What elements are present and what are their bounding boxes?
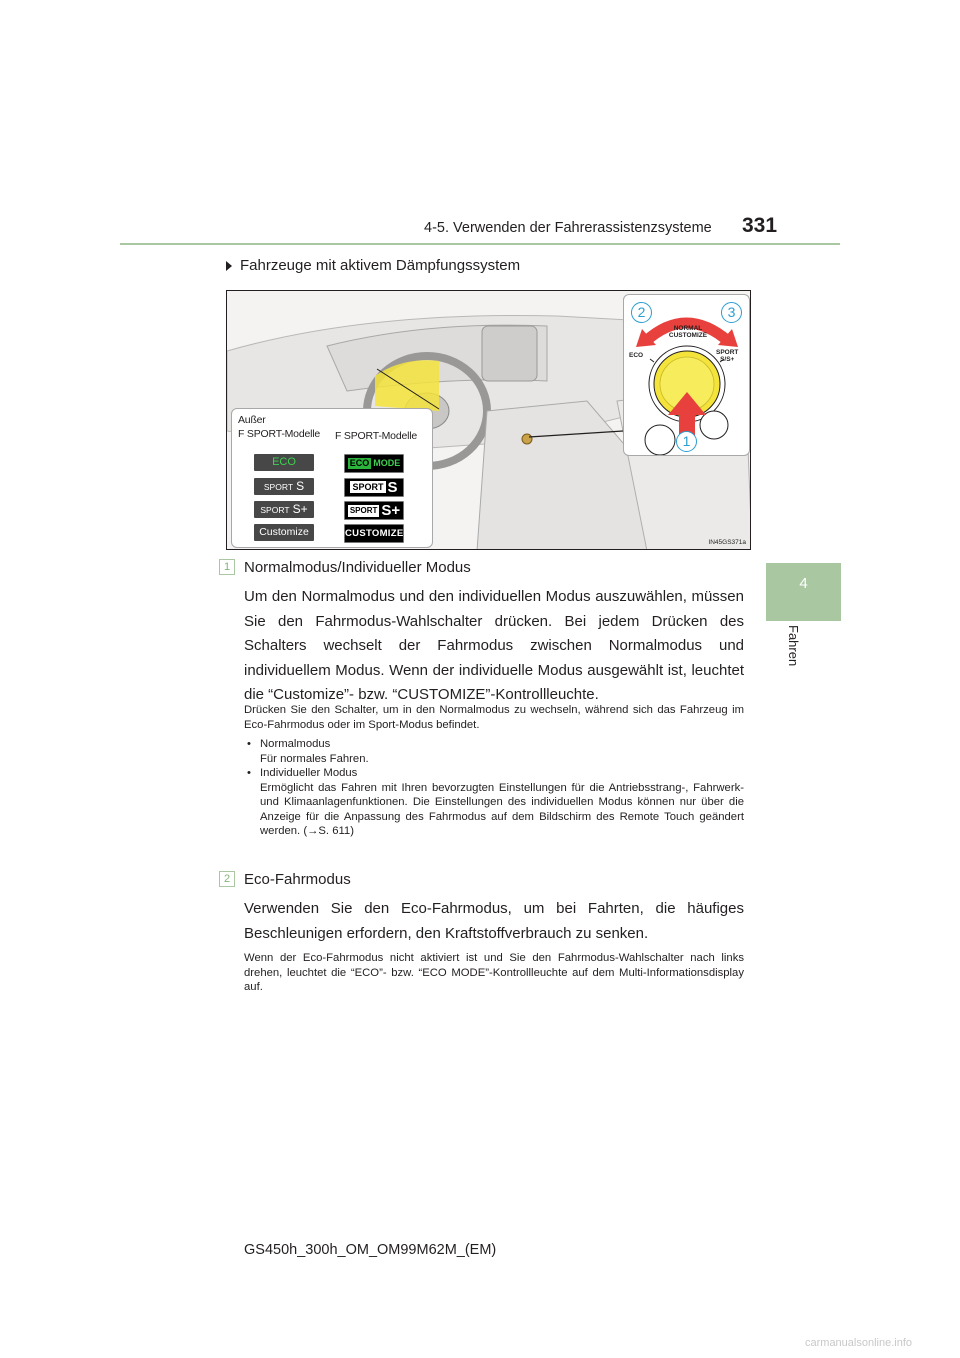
- indicator-fsport-sport-chip: SPORT: [352, 482, 384, 493]
- vehicle-variant-line: [226, 257, 520, 274]
- list-term: Normalmodus: [260, 738, 331, 750]
- indicator-fsport-sport-splus: [344, 501, 404, 520]
- dashboard-illustration: [226, 290, 751, 550]
- knob-label-eco: ECO: [629, 352, 644, 359]
- item-body-normal-mode: Um den Normalmodus und den individuellen Modus auszuwählen, müssen Sie den Fahrmodus-Wahlschalter drücken. Bei jedem Drücken des Schalters wechselt der Fahrmodus zwischen Normalmodus und individuellem Modus. Wenn der individuelle Modus ausgewählt ist, leuchtet die “Customize”- bzw. “CUSTOMIZE”-Kontrollleuchte.: [244, 588, 744, 703]
- indicator-fsport-eco-chip: ECO: [349, 458, 370, 468]
- non-fsport-heading-line2: F SPORT-Modelle: [238, 428, 320, 440]
- indicator-customize: Customize: [254, 524, 314, 541]
- non-fsport-heading-line1: Außer: [238, 414, 266, 426]
- indicator-sport-splus-prefix: SPORT: [260, 505, 290, 515]
- figure-id: IN45GS371a: [708, 539, 746, 546]
- knob-label-sport-line1: SPORT: [716, 349, 739, 356]
- knob-label-sport-line2: S/S+: [720, 356, 735, 363]
- callout-2: 2: [631, 302, 652, 323]
- indicator-fsport-sport-s: [344, 478, 404, 497]
- list-item: [244, 737, 744, 752]
- mode-definition-list: [244, 737, 744, 839]
- watermark: carmanualsonline.info: [805, 1337, 913, 1349]
- indicator-fsport-splus-chip: SPORT: [349, 506, 378, 516]
- item-body-eco-mode: Verwenden Sie den Eco-Fahrmodus, um bei Fahrten, die häufiges Beschleunigen erfordern, den Kraftstoffverbrauch zu senken.: [244, 900, 744, 942]
- item-note-eco-mode: Wenn der Eco-Fahrmodus nicht aktiviert ist und Sie den Fahrmodus-Wahlschalter nach links drehen, leuchtet die “ECO”- bzw. “ECO MODE”-Kontrollleuchte auf dem Multi-Informationsdisplay auf.: [244, 952, 744, 993]
- knob-label-normal-line1: NORMAL: [673, 325, 703, 332]
- item-marker-2: 2: [219, 871, 235, 887]
- indicator-fsport-s-letter: S: [387, 479, 398, 496]
- page-number: 331: [742, 214, 778, 237]
- header-rule: [120, 243, 840, 245]
- knob-label-normal-line2: CUSTOMIZE: [668, 332, 708, 339]
- indicator-fsport-mode-text: MODE: [373, 458, 401, 468]
- fsport-heading: F SPORT-Modelle: [335, 430, 417, 442]
- list-desc: Für normales Fahren.: [260, 752, 369, 765]
- indicator-eco: ECO: [254, 454, 314, 471]
- drive-mode-switch-detail: [623, 294, 750, 456]
- list-bullet: •: [247, 738, 251, 750]
- indicator-fsport-splus-letter: S+: [381, 502, 401, 519]
- list-bullet: •: [247, 767, 251, 779]
- chapter-tab-label: Fahren: [786, 625, 801, 667]
- item-marker-1: 1: [219, 559, 235, 575]
- indicator-sport-s-prefix: SPORT: [263, 482, 294, 492]
- triangle-bullet-icon: [226, 261, 232, 271]
- indicator-fsport-eco-mode: [344, 454, 404, 473]
- running-header-section-title: 4-5. Verwenden der Fahrerassistenzsysteme: [424, 220, 712, 236]
- indicator-sport-s: [254, 478, 314, 495]
- callout-3: 3: [721, 302, 742, 323]
- item-note-normal-mode: Drücken Sie den Schalter, um in den Normalmodus zu wechseln, während sich das Fahrzeug im Eco-Fahrmodus oder im Sport-Modus befindet.: [244, 704, 744, 731]
- indicator-sport-splus: [254, 501, 314, 518]
- document-code-footer: GS450h_300h_OM_OM99M62M_(EM): [244, 1242, 497, 1258]
- list-item: [244, 766, 744, 781]
- indicator-sport-splus-letter: S+: [292, 502, 308, 516]
- item-heading-normal-mode: Normalmodus/Individueller Modus: [244, 559, 471, 576]
- knob-label-normal: [668, 325, 708, 339]
- indicator-fsport-customize: CUSTOMIZE: [344, 524, 404, 543]
- callout-1: 1: [676, 431, 697, 452]
- indicator-legend-panel: [231, 408, 433, 548]
- list-term: Individueller Modus: [260, 767, 358, 779]
- list-desc: Ermöglicht das Fahren mit Ihren bevorzugten Einstellungen für die Antriebsstrang-, Fahrwerk- und Klimaanlagenfunktionen. Die Einstellungen des individuellen Modus können nur über die Anzeige für die Anpassung des Fahrmodus auf dem Bildschirm des Remote Touch geändert werden. (→S. 611): [260, 781, 744, 837]
- chapter-tab: [766, 563, 841, 621]
- indicator-sport-s-letter: S: [296, 479, 305, 493]
- chapter-tab-number: 4: [799, 575, 808, 592]
- item-heading-eco-mode: Eco-Fahrmodus: [244, 871, 351, 888]
- vehicle-variant-text: Fahrzeuge mit aktivem Dämpfungssystem: [240, 257, 521, 274]
- knob-label-sport: [716, 349, 738, 363]
